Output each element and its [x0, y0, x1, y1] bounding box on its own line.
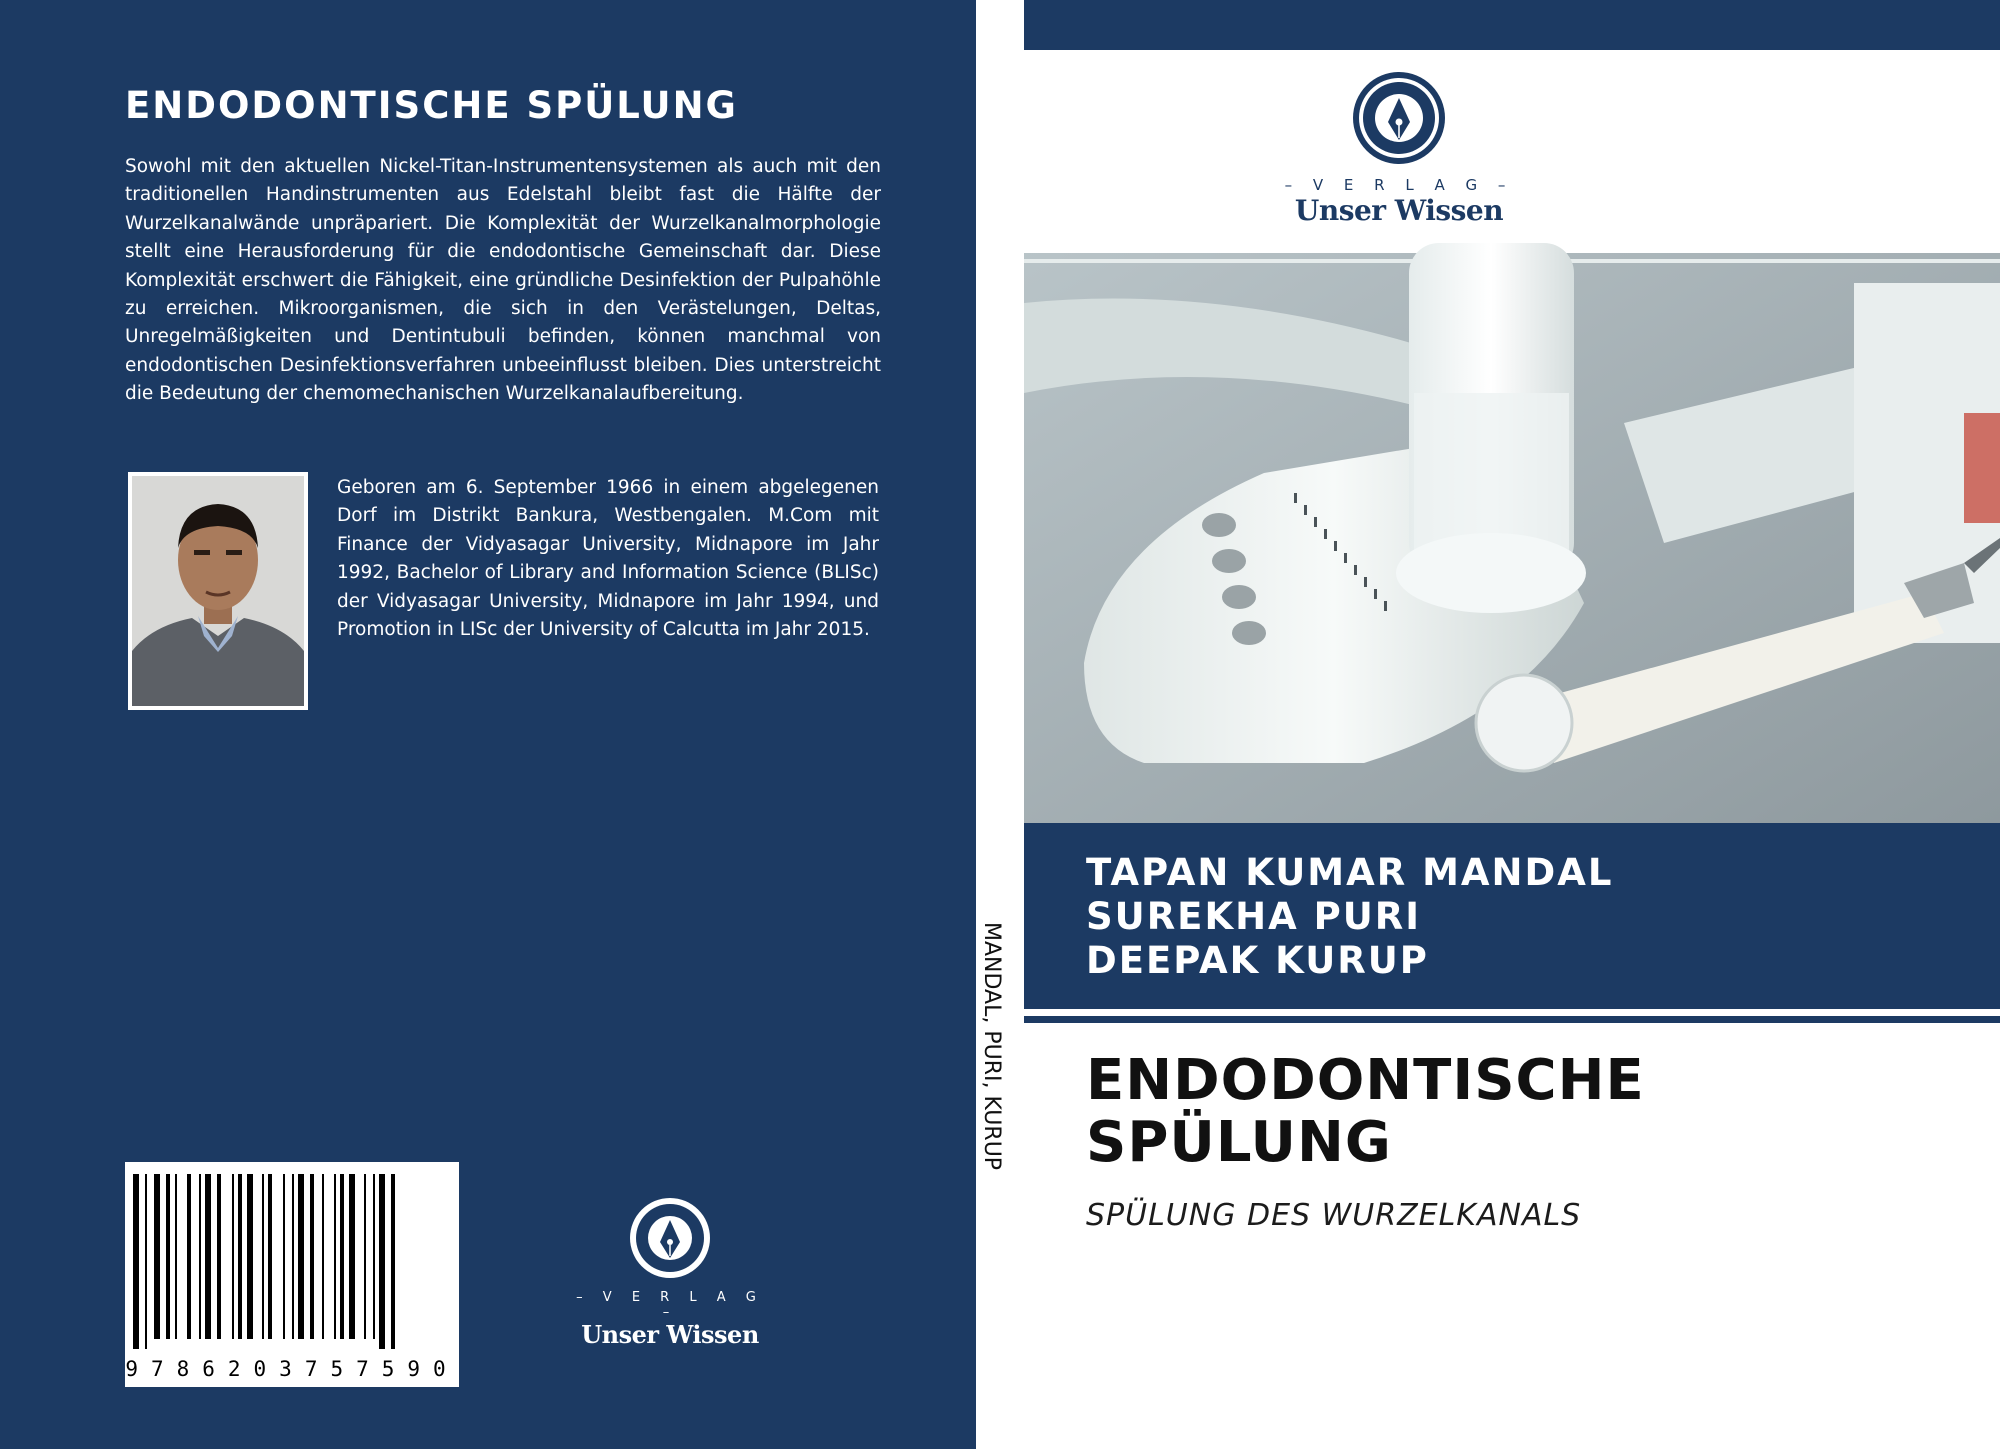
publisher-name: Unser Wissen: [581, 1320, 759, 1349]
barcode-bar: [379, 1174, 385, 1349]
barcode-bar: [322, 1174, 324, 1339]
divider-rule: [1024, 1016, 2000, 1023]
publisher-name: Unser Wissen: [1294, 194, 1504, 227]
back-cover: [0, 0, 976, 1449]
barcode-bar: [364, 1174, 366, 1339]
author-name: SUREKHA PURI: [1086, 895, 1422, 938]
barcode-bar: [238, 1174, 242, 1339]
barcode-bar: [145, 1174, 147, 1349]
barcode-bar: [247, 1174, 253, 1339]
barcode-bar: [340, 1174, 344, 1339]
barcode-bar: [349, 1174, 355, 1339]
front-top-bar: [1024, 0, 2000, 50]
publisher-verlag-label: – V E R L A G –: [576, 1290, 764, 1320]
barcode-bar: [175, 1174, 177, 1339]
title-line-1: ENDODONTISCHE: [1086, 1048, 1645, 1113]
publisher-logo-back: [575, 1196, 765, 1349]
barcode-bar: [334, 1174, 336, 1339]
barcode-bar: [268, 1174, 272, 1339]
barcode-bar: [310, 1174, 314, 1339]
barcode-bar: [154, 1174, 160, 1339]
barcode-bar: [133, 1174, 139, 1349]
author-photo: [128, 472, 308, 710]
title-line-2: SPÜLUNG: [1086, 1110, 1392, 1175]
barcode-bar: [292, 1174, 294, 1339]
isbn-number: 9786203757590: [125, 1357, 459, 1381]
publisher-seal-icon: [628, 1196, 712, 1280]
dental-scaler-image: [1024, 243, 2000, 823]
publisher-verlag-label: – V E R L A G –: [1284, 176, 1514, 194]
author-portrait-image: [132, 476, 304, 706]
barcode-bar: [283, 1174, 285, 1339]
barcode-bar: [391, 1174, 395, 1349]
author-band: [1024, 823, 2000, 1009]
author-name: TAPAN KUMAR MANDAL: [1086, 851, 1614, 894]
back-cover-title: ENDODONTISCHE SPÜLUNG: [125, 84, 738, 127]
barcode-bar: [199, 1174, 201, 1339]
isbn-barcode: [125, 1162, 459, 1387]
barcode-bar: [298, 1174, 304, 1339]
barcode-bar: [187, 1174, 191, 1339]
spine-authors: MANDAL, PURI, KURUP: [979, 922, 1004, 1171]
front-cover-title: [1086, 1050, 1786, 1174]
front-cover-subtitle: SPÜLUNG DES WURZELKANALS: [1086, 1198, 1582, 1233]
barcode-bar: [232, 1174, 234, 1339]
back-cover-blurb: Sowohl mit den aktuellen Nickel-Titan-Instrumentensystemen als auch mit den traditionellen Handinstrumenten aus Edelstahl bleibt fast die Hälfte der Wurzelkanalwände unpräpariert. Die Komplexität der Wurzelkanalmorphologie stellt eine Herausforderung für die endodontische Gemeinschaft dar. Diese Komplexität erschwert die Fähigkeit, eine gründliche Desinfektion der Pulpahöhle zu erreichen. Mikroorganismen, die sich in den Verästelungen, Deltas, Unregelmäßigkeiten und Dentintubuli befinden, können manchmal von endodontischen Desinfektionsverfahren unbeeinflusst bleiben. Dies unterstreicht die Bedeutung der chemomechanischen Wurzelkanalaufbereitung.: [125, 156, 881, 405]
barcode-bar: [205, 1174, 211, 1339]
barcode-bars: [131, 1174, 453, 1349]
publisher-seal-icon: [1351, 70, 1447, 166]
barcode-bar: [262, 1174, 264, 1339]
barcode-bar: [217, 1174, 221, 1339]
author-bio: Geboren am 6. September 1966 in einem abgelegenen Dorf im Distrikt Bankura, Westbengalen. M.Com mit Finance der Vidyasagar University, Midnapore im Jahr 1992, Bachelor of Library and Information Science (BLISc) der Vidyasagar University, Midnapore im Jahr 1994, und Promotion in LISc der University of Calcutta im Jahr 2015.: [337, 477, 879, 641]
author-name: DEEPAK KURUP: [1086, 939, 1429, 982]
barcode-bar: [166, 1174, 170, 1339]
publisher-logo-front: [1274, 70, 1524, 227]
cover-photo: [1024, 243, 2000, 823]
barcode-bar: [373, 1174, 375, 1339]
spine: [976, 0, 1024, 1449]
author-list: [1086, 851, 1613, 983]
front-cover: [1024, 0, 2000, 1449]
